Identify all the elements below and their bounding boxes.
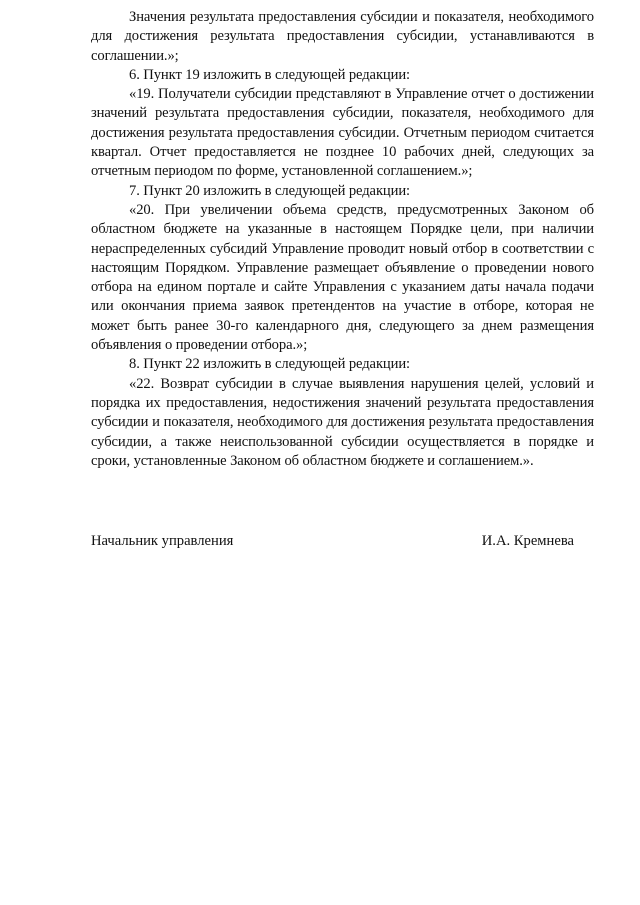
paragraph-item-8: 8. Пункт 22 изложить в следующей редакции: <box>129 356 411 373</box>
document-body <box>91 8 594 471</box>
paragraph-clause-19: «19. Получатели субсидии представляют в Управление отчет о достижении значений результата предоставления субсидии, показателя, необходимого для достижения результата предоставления субсидии. Отчетным периодом считается квартал. Отчет предоставляется не позднее 10 рабочих дней, следующих за отчетным периодом по форме, установленной соглашением.»; <box>91 86 594 180</box>
signatory-title: Начальник управления <box>91 533 234 549</box>
paragraph-result-values: Значения результата предоставления субсидии и показателя, необходимого для достижения результата предоставления субсидии, устанавливаются в соглашении.»; <box>91 9 594 64</box>
signatory-name: И.А. Кремнева <box>481 533 574 549</box>
signature-block <box>91 532 594 552</box>
paragraph-clause-20: «20. При увеличении объема средств, предусмотренных Законом об областном бюджете на указанные в настоящем Порядке цели, при наличии нераспределенных субсидий Управление проводит новый отбор в соответствии с настоящим Порядком. Управление размещает объявление о проведении нового отбора на едином портале и сайте Управления с указанием даты начала подачи или окончания приема заявок претендентов на участие в отборе, которая не может быть ранее 30-го календарного дня, следующего за днем размещения объявления о проведении отбора.»; <box>91 201 594 354</box>
paragraph-clause-22: «22. Возврат субсидии в случае выявления нарушения целей, условий и порядка их предоставления, недостижения значений результата предоставления субсидии и показателя, необходимого для достижения результата предоставления субсидии, а также неиспользованной субсидии осуществляется в порядке и сроки, установленные Законом об областном бюджете и соглашением.». <box>91 375 594 469</box>
paragraph-item-6: 6. Пункт 19 изложить в следующей редакции: <box>129 66 411 83</box>
paragraph-item-7: 7. Пункт 20 изложить в следующей редакции: <box>129 182 411 199</box>
